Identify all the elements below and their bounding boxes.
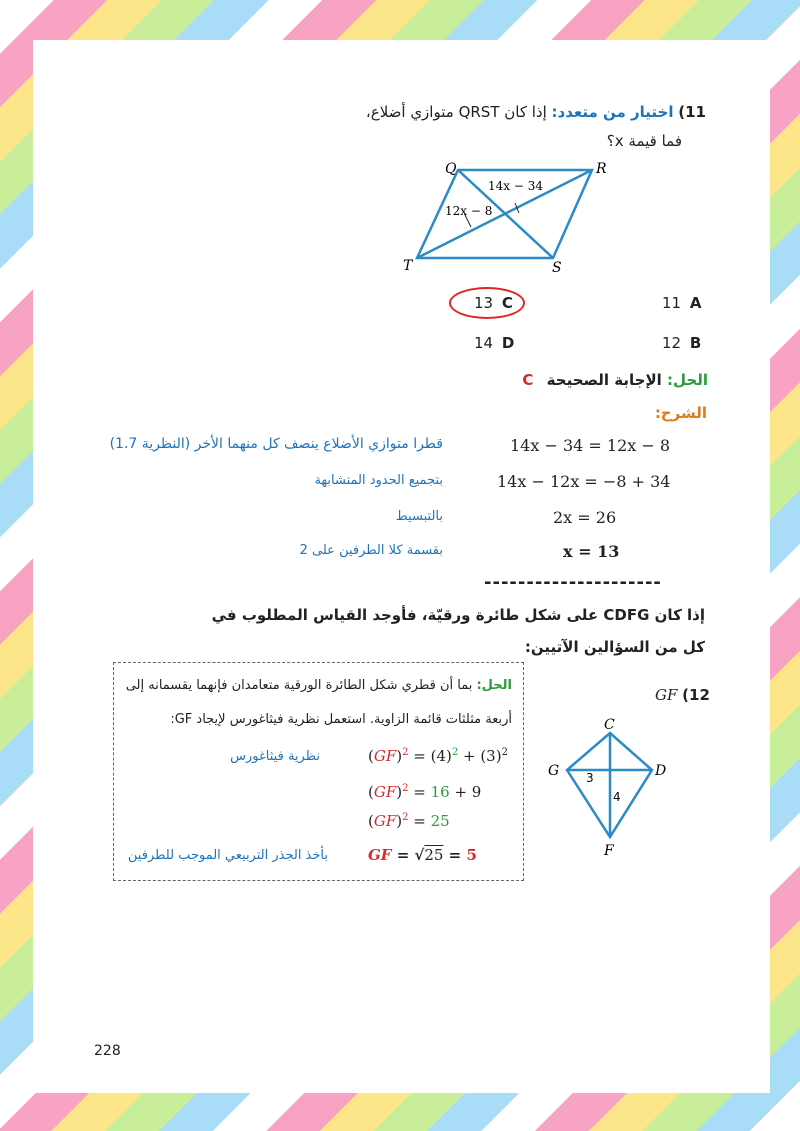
kite-intro-line2: كل من السؤالين الآتيين: [524,638,705,656]
q11-line1: إذا كان QRST متوازي أضلاع، [365,103,547,121]
q11-header [366,103,706,121]
kite-label-d: D [655,763,667,779]
q12-eq-2: (GF)$^2$ = 16 + 9 [368,783,482,801]
choice-c[interactable] [474,294,513,312]
step-3-reason: بالتبسيط [395,509,443,524]
q12-solution-text2: أربعة مثلثات قائمة الزاوية. استعمل نظرية فيثاغورس لإيجاد GF: [170,712,512,727]
label-t: T [403,258,413,274]
correct-answer-letter: C [522,371,534,389]
q12-number: (12 [682,686,710,704]
q12-eq-3: (GF)$^2$ = 25 [368,812,450,830]
choice-c-value: 13 [474,294,494,312]
q11-solution-line [522,371,708,389]
q12-eq-1: $(GF)^2 = (4)^2 + (3)^2$ [368,747,508,765]
q12-eq-4: GF = √25 = 5 [368,846,477,864]
label-s: S [552,260,562,276]
q11-number: 11) [678,103,706,121]
kite-length-3: 3 [586,771,594,785]
section-divider: --------------------- [484,572,662,593]
step-4-reason: بقسمة كلا الطرفين على 2 [299,543,443,558]
parallelogram-figure [395,155,625,280]
kite-label-g: G [548,763,560,779]
label-q: Q [445,161,457,177]
q12-solution-text1: بما أن قطري شكل الطائرة الورقية متعامدان فإنهما يقسمانه إلى [125,678,473,693]
correct-answer-text: الإجابة الصحيحة [546,371,662,389]
step-1-reason: قطرا متوازي الأضلاع ينصف كل منهما الأخر (النظرية 1.7) [109,436,443,452]
choice-a-value: 11 [662,294,682,312]
q12-label [655,686,710,704]
page-number: 228 [94,1043,121,1059]
step-1-equation: 14x − 34 = 12x − 8 [510,436,671,455]
step-4-equation: x = 13 [563,542,620,561]
label-r: R [596,161,607,177]
explain-label: الشرح: [654,404,707,422]
choice-b-value: 12 [662,334,682,352]
choice-b-letter: B [689,334,702,352]
choice-d[interactable] [474,334,514,352]
solution-label: الحل: [667,371,708,389]
expr-14x: 14x − 34 [488,179,543,193]
kite-length-4: 4 [613,790,621,804]
choice-b[interactable] [662,334,701,352]
choice-d-value: 14 [474,334,494,352]
choice-d-letter: D [501,334,515,352]
choice-c-letter: C [501,294,513,312]
kite-label-f: F [604,843,614,859]
q12-target: GF [655,686,678,704]
choice-a-letter: A [689,294,702,312]
q12-solution-label: الحل: [476,678,512,693]
kite-figure [540,715,680,860]
q12-step-4-reason: بأخذ الجذر التربيعي الموجب للطرفين [127,848,328,863]
q12-step-1-reason: نظرية فيثاغورس [230,749,320,764]
expr-12x: 12x − 8 [445,204,493,218]
q12-solution-line1 [116,678,512,693]
q11-line2: فما قيمة x؟ [606,132,682,150]
choice-a[interactable] [662,294,701,312]
step-2-reason: بتجميع الحدود المتشابهة [314,473,443,488]
kite-intro-line1: إذا كان CDFG على شكل طائرة ورقيّة، فأوجد القياس المطلوب في [211,606,705,624]
step-3-equation: 2x = 26 [553,508,617,527]
kite-label-c: C [604,717,615,733]
q11-type-label: اختيار من متعدد: [551,103,674,121]
step-2-equation: 14x − 12x = −8 + 34 [497,472,671,491]
